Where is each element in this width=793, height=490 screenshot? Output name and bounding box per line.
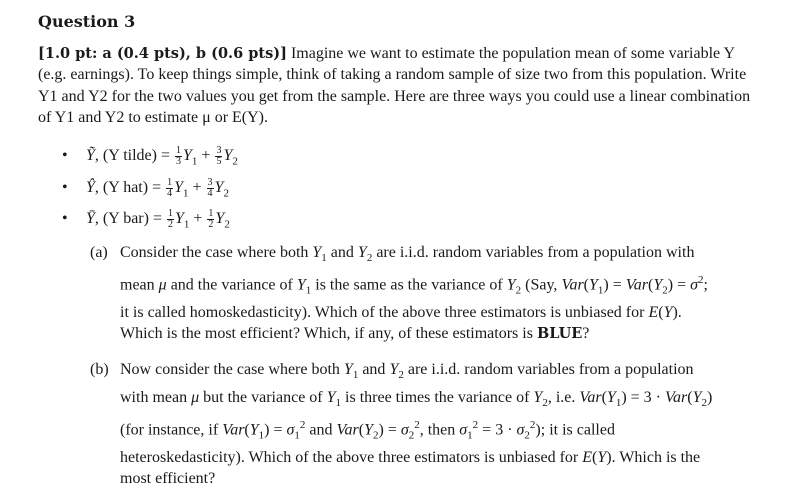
points-breakdown: [1.0 pt: a (0.4 pts), b (0.6 pts)]: [38, 45, 287, 62]
estimator-name: (Y tilde): [102, 147, 157, 165]
bullet-icon: •: [62, 147, 68, 165]
estimator-symbol: Ỹ: [86, 147, 95, 165]
intro-text: Imagine we want to estimate the population mean of some variable Y (e.g. earnings). To keep things simple, think of taking a random sample of size two from this population. Write Y1 and Y2 for the two values you get from the sample. Here are three ways you could use a linear combination of Y1 and Y2 to estimate μ or E(Y).: [38, 45, 751, 127]
weight-1-fraction: $\frac{1}{2}$: [167, 208, 173, 230]
weight-2-fraction: $\frac{3}{5}$: [216, 145, 222, 167]
weight-2-fraction: $\frac{3}{4}$: [207, 177, 213, 199]
estimator-item-hat: • Ŷ, (Y hat) = $\frac{1}{4}$ $Y_1$ + $\frac{3}{4}$ $Y_2$: [62, 177, 229, 200]
estimator-name: (Y hat): [102, 179, 149, 197]
estimator-item-tilde: • Ỹ, (Y tilde) = $\frac{1}{3}$ $Y_1$ + $\frac{3}{5}$ $Y_2$: [62, 145, 238, 168]
weight-1-fraction: $\frac{1}{4}$: [167, 177, 173, 199]
estimator-symbol: Ŷ: [86, 179, 95, 197]
bullet-icon: •: [62, 210, 68, 228]
blue-emphasis: BLUE: [536, 325, 583, 343]
weight-2-fraction: $\frac{1}{2}$: [208, 208, 214, 230]
question-intro: [38, 43, 758, 129]
question-title: Question 3: [38, 12, 136, 31]
part-text: Now consider the case where both $Y_1$ and $Y_2$ are i.i.d. random variables from a population with mean μ but the variance of $Y_1$ is three times the variance of $Y_2$, i.e. $Var(Y_1) = 3 \cdot Var(Y_2)$ (for instance, if $Var(Y_1) = \sigma_1^2$ and $Var(Y_2) = \sigma_2^2$, then $\sigma_1^2 = 3 \cdot \sigma_2^2$); it is called heteroskedasticity). Which of the above three estimators is unbiased for E(Y). Which is the most efficient?: [120, 361, 713, 488]
part-label: (a): [90, 244, 108, 261]
estimator-item-bar: • Ȳ, (Y bar) = $\frac{1}{2}$ $Y_1$ + $\frac{1}{2}$ $Y_2$: [62, 208, 230, 231]
part-a: [90, 242, 720, 345]
part-label: (b): [90, 361, 109, 378]
bullet-icon: •: [62, 179, 68, 197]
estimator-symbol: Ȳ: [86, 210, 95, 228]
part-text: Consider the case where both $Y_1$ and $Y_2$ are i.i.d. random variables from a population with mean μ and the variance of $Y_1$ is the same as the variance of $Y_2$ (Say, $Var(Y_1) = Var(Y_2) = \sigma^2$; it is called homoskedasticity). Which of the above three estimators is unbiased for E(Y). Which is the most efficient? Which, if any, of these estimators is BLUE?: [120, 244, 708, 343]
part-b: [90, 359, 720, 490]
estimator-name: (Y bar): [102, 210, 149, 228]
weight-1-fraction: $\frac{1}{3}$: [176, 145, 181, 167]
